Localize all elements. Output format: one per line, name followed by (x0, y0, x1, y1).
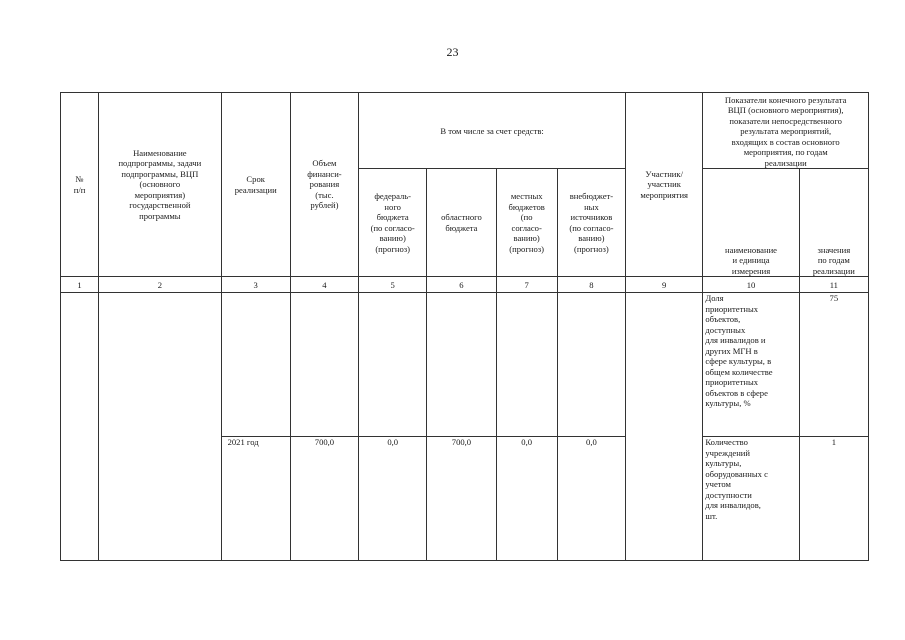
header-funding-sources: В том числе за счет средств: (359, 93, 626, 169)
header-local-budget: местных бюджетов (по согласо- ванию) (прогноз) (496, 169, 557, 277)
federal-cell (359, 293, 427, 437)
column-number: 1 (61, 277, 99, 293)
column-number: 2 (99, 277, 221, 293)
regional-cell (427, 293, 496, 437)
header-indicators: Показатели конечного результата ВЦП (основного мероприятия), показатели непосредственного результата мероприятий, входящих в состав основного мероприятия, по годам реализации (703, 93, 869, 169)
indicator-value: 75 (799, 293, 868, 437)
indicator-name: Количество учреждений культуры, оборудованных с учетом доступности для инвалидов, шт. (703, 437, 799, 561)
header-number: № п/п (61, 93, 99, 277)
period-cell (221, 293, 290, 437)
column-number: 5 (359, 277, 427, 293)
local-cell: 0,0 (496, 437, 557, 561)
program-table (60, 92, 869, 561)
period-cell: 2021 год (221, 437, 290, 561)
indicator-name: Доля приоритетных объектов, доступных для инвалидов и других МГН в сфере культуры, в общем количестве приоритетных объектов в сфере культуры, % (703, 293, 799, 437)
row-name-cell (99, 293, 221, 561)
header-name: Наименование подпрограммы, задачи подпрограммы, ВЦП (основного мероприятия) государственной программы (99, 93, 221, 277)
header-funding-volume: Объем финанси- рования (тыс. рублей) (290, 93, 358, 277)
total-cell (290, 293, 358, 437)
header-indicator-value: значения по годам реализации (799, 169, 868, 277)
table-row (61, 293, 869, 437)
column-number: 3 (221, 277, 290, 293)
row-number-cell (61, 293, 99, 561)
column-number: 9 (626, 277, 703, 293)
federal-cell: 0,0 (359, 437, 427, 561)
column-number: 10 (703, 277, 799, 293)
extrabudget-cell: 0,0 (557, 437, 625, 561)
header-participant: Участник/ участник мероприятия (626, 93, 703, 277)
page-number: 23 (446, 45, 459, 59)
local-cell (496, 293, 557, 437)
column-number: 4 (290, 277, 358, 293)
column-number: 6 (427, 277, 496, 293)
participant-cell (626, 293, 703, 561)
regional-cell: 700,0 (427, 437, 496, 561)
header-extrabudget: внебюджет- ных источников (по согласо- ванию) (прогноз) (557, 169, 625, 277)
column-number: 7 (496, 277, 557, 293)
header-regional-budget: областного бюджета (427, 169, 496, 277)
header-federal-budget: федераль- ного бюджета (по согласо- ванию) (прогноз) (359, 169, 427, 277)
extrabudget-cell (557, 293, 625, 437)
column-number: 8 (557, 277, 625, 293)
indicator-value: 1 (799, 437, 868, 561)
header-period: Срок реализации (221, 93, 290, 277)
total-cell: 700,0 (290, 437, 358, 561)
header-indicator-name: наименование и единица измерения (703, 169, 799, 277)
column-number: 11 (799, 277, 868, 293)
